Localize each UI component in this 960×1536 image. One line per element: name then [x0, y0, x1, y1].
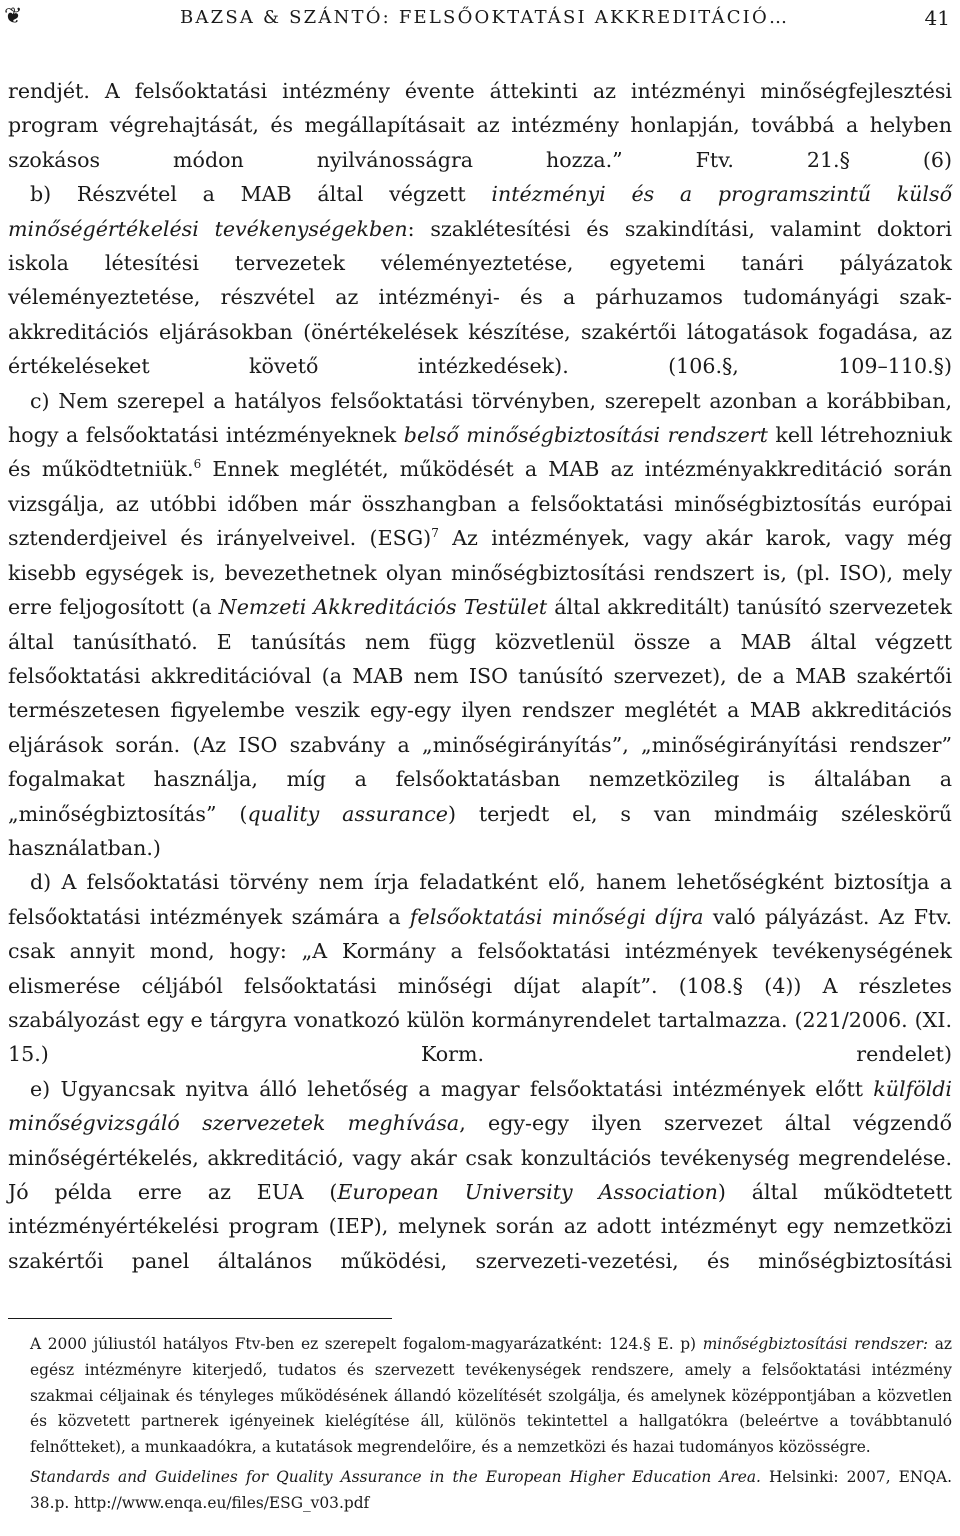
emphasis: belső minőségbiztosítási rendszert: [403, 423, 768, 448]
paragraph-continuation: rendjét. A felsőoktatási intézmény évente áttekinti az intézményi minőségfejlesztési program végrehajtását, és megállapításait az intézmény honlapján, továbbá a helyben szokásos módon nyilvánosságra hozza.” Ftv. 21.§ (6): [8, 79, 952, 172]
emphasis: külföldi minőségvizsgáló szervezetek meghívása: [8, 1076, 952, 1136]
emphasis: Nemzeti Akkreditációs Testület: [218, 595, 548, 620]
running-header: [0, 0, 960, 40]
emphasis: felsőoktatási minőségi díjra: [409, 904, 704, 929]
emphasis: minőségbiztosítási rendszer:: [702, 1335, 929, 1353]
paragraph-b: b) Részvétel a MAB által végzett intézményi és a programszintű külső minőségértékelési tevékenységekben: szaklétesítési és szakindítási, valamint doktori iskola létesítési tervezetek véleményeztetése, egyetemi tanári pályázatok véleményeztetése, részvétel az intézményi- és a párhuzamos tudományági szak-akkreditációs eljárásokban (önértékelések készítése, szakértői látogatások fogadása, az értékeléseket követő intézkedések). (106.§, 109–110.§): [8, 182, 952, 379]
paragraph-e: e) Ugyancsak nyitva álló lehetőség a magyar felsőoktatási intézmények előtt külföldi minőségvizsgáló szervezetek meghívása, egy-egy ilyen szervezet által végzendő minőségértékelés, akkreditáció, vagy akár csak konzultációs tevékenység megrendelése. Jó példa erre az EUA (European University Association) által működtetett intézményértékelési program (IEP), melynek során az adott intézményt egy nemzetközi szakértői panel általános működési, szervezeti-vezetési, és minőségbiztosítási: [8, 1076, 952, 1273]
footnote-ref-6[interactable]: 6: [193, 457, 202, 472]
paragraph-c: c) Nem szerepel a hatályos felsőoktatási törvényben, szerepelt azonban a korábbiban, hogy a felsőoktatási intézményeknek belső minőségbiztosítási rendszert kell létrehozniuk és működtetniük.$^6$ Ennek meglétét, működését a MAB az intézményakkreditáció során vizsgálja, az utóbbi időben már összhangban a felsőoktatási minőségbiztosítás európai sztenderdjeivel és irányelveivel. (ESG)$^7$ Az intézmények, vagy akár karok, vagy még kisebb egységek is, bevezethetnek olyan minőségbiztosítási rendszert is, (pl. ISO), mely erre feljogosított (a Nemzeti Akkreditációs Testület által akkreditált) tanúsító szervezetek által tanúsítható. E tanúsítás nem függ közvetlenül össze a MAB által végzett felsőoktatási akkreditációval (a MAB nem ISO tanúsító szervezet), de a MAB szakértői természetesen figyelembe veszik egy-egy ilyen rendszer meglétét a MAB akkreditációs eljárások során. (Az ISO szabvány a „minőségirányítás”, „minőségirányítási rendszer” fogalmakat használja, míg a felsőoktatásban nemzetközileg is általában a „minőségbiztosítás” (quality assurance) terjedt el, s van mindmáig széleskörű használatban.): [8, 388, 953, 860]
emphasis: European University Association: [337, 1180, 718, 1204]
page-number: 41: [924, 6, 950, 30]
emphasis: intézményi és a programszintű külső minőségértékelési tevékenységekben: [8, 182, 952, 241]
fleuron-icon: ❦: [4, 4, 23, 29]
footnote-number: [8, 1465, 30, 1491]
main-text: [8, 74, 952, 1278]
footnote-7: Standards and Guidelines for Quality Assurance in the European Higher Education Area. Helsinki: 2007, ENQA. 38.p. http://www.enqa.eu/files/ESG_v03.pdf: [8, 1465, 952, 1517]
footnote-number: [8, 1332, 30, 1358]
paragraph-d: d) A felsőoktatási törvény nem írja feladatként elő, hanem lehetőségként biztosítja a felsőoktatási intézmények számára a felsőoktatási minőségi díjra való pályázást. Az Ftv. csak annyit mond, hogy: „A Kormány a felsőoktatási intézmények tevékenységének elismerése céljából felsőoktatási minőségi díjat alapít”. (108.§ (4)) A részletes szabályozást egy e tárgyra vonatkozó külön kormányrendelet tartalmazza. (221/2006. (XI. 15.) Korm. rendelet): [8, 870, 953, 1067]
footnote-ref-7[interactable]: 7: [431, 526, 439, 541]
running-title: BAZSA & SZÁNTÓ: FELSŐOKTATÁSI AKKREDITÁCIÓ…: [180, 7, 790, 28]
footnotes: [8, 1332, 952, 1521]
emphasis: Standards and Guidelines for Quality Assurance in the European Higher Education Area.: [30, 1467, 761, 1486]
footnote-6: A 2000 júliustól hatályos Ftv-ben ez szerepelt fogalom-magyarázatként: 124.§ E. p) minőségbiztosítási rendszer: az egész intézményre kiterjedő, tudatos és szervezett tevékenységek rendszere, amely a felsőoktatási intézmény szakmai céljainak és tényleges működésének állandó közelítését szolgálja, és amelynek középpontjában a közvetlen és közvetett partnerek igényeinek kielégítése áll, különös tekintettel a hallgatókra (beleértve a továbbtanuló felnőtteket), a munkaadókra, a kutatások megrendelőire, és a nemzetközi és hazai tudományos közösségre.: [8, 1332, 952, 1461]
emphasis: quality assurance: [247, 801, 448, 826]
footnote-divider: [8, 1318, 392, 1319]
